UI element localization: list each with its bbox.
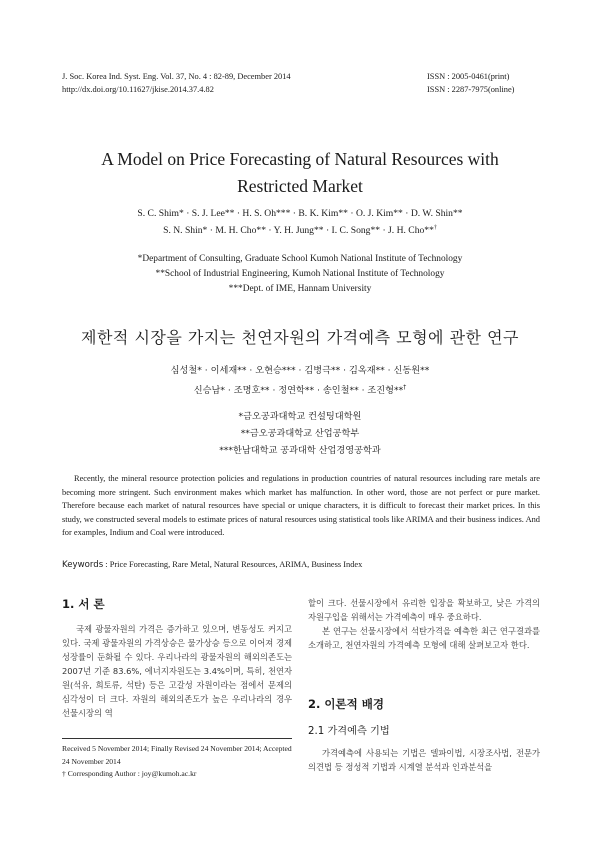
section-2-heading: 2. 이론적 배경 [308,697,384,711]
keywords-text: : Price Forecasting, Rare Metal, Natural Resources, ARIMA, Business Index [105,560,363,569]
authors-line-2 [40,221,560,238]
title-line-2: Restricted Market [237,176,363,196]
korean-affiliation-list [40,408,560,459]
section-1-heading: 1. 서 론 [62,597,105,611]
left-column-body [62,622,292,720]
subsection-2-1-body [308,746,540,774]
pricing-methods-paragraph: 가격예측에 사용되는 기법은 델파이법, 시장조사법, 전문가의견법 등 정성적 기법과 시계열 분석과 인과분석을 [308,748,540,772]
journal-header [62,70,291,96]
section-1-paragraph: 국제 광물자원의 가격은 증가하고 있으며, 변동성도 커지고 있다. 국제 광물자원의 가격상승은 물가상승 등으로 이어져 경제성장률이 둔화될 수 있다. 우리나라의 광물자원의 해외의존도는 2007년 기준 83.6%, 에너지자원도는 3.4%이며, 특히, 천연자원(석유, 희토류, 석탄) 등은 고갈성 자원이라는 점에서 문제의 심각성이 더 크다. 자원의 해외의존도가 높은 우리나라의 경우 선물시장의 역 [62,624,292,718]
footnote-dagger: † [62,769,66,778]
korean-authors-line-2-text: 신승남* · 조명호** · 정연학** · 송인철** · 조진형** [193,385,404,397]
affiliation-1: *Department of Consulting, Graduate School Kumoh National Institute of Technology [137,254,463,264]
corresponding-dagger: † [433,225,437,231]
issn-block [427,70,514,96]
korean-affiliation-1: *금오공과대학교 컨설팅대학원 [238,411,362,422]
korean-corresponding-dagger: † [403,384,407,391]
keywords-label: Keywords [62,560,104,570]
korean-affiliation-3: ***한남대학교 공과대학 산업경영공학과 [219,445,381,456]
affiliation-3: ***Dept. of IME, Hannam University [228,284,372,294]
korean-title: 제한적 시장을 가지는 천연자원의 가격예측 모형에 관한 연구 [80,328,519,347]
corresponding-author-text: Corresponding Author : joy@kumoh.ac.kr [67,769,197,778]
right-column-body [308,596,540,652]
title-line-1: A Model on Price Forecasting of Natural Resources with [101,149,499,169]
footnote [62,743,292,781]
korean-authors-line-1: 심성철* · 이세재** · 오현승*** · 김병극** · 김옥재** · 신동원** [170,365,430,376]
subsection-2-1-heading: 2.1 가격예측 기법 [308,726,390,737]
received-dates: Received 5 November 2014; Finally Revised 24 November 2014; Accepted 24 November 2014 [62,744,292,766]
korean-author-list [40,362,560,399]
affiliation-list [40,252,560,297]
abstract: Recently, the mineral resource protection policies and regulations in production countries of natural resources including rare metals are becoming more stringent. Such environment makes which market has malfunction. In other word, those are not perfect or pure market. Therefore because each market of natural resources have special or unique characters, it is difficult to forecast their market prices. In this study, we constructed several models to estimate prices of natural resources using statistical tools like ARIMA and their business indices. And for examples, Indium and Coal were introduced. [62,474,540,538]
corresponding-author [62,768,292,781]
keywords [62,560,540,570]
authors-line-1: S. C. Shim* · S. J. Lee** · H. S. Oh*** · B. K. Kim** · O. J. Kim** · D. W. Shin** [137,208,463,219]
korean-affiliation-2: **금오공과대학교 산업공학부 [240,428,360,439]
authors-line-2-text: S. N. Shin* · M. H. Cho** · Y. H. Jung** · I. C. Song** · J. H. Cho** [163,225,434,237]
issn-online: ISSN : 2287-7975(online) [427,85,515,94]
doi-link[interactable]: http://dx.doi.org/10.11627/jkise.2014.37.4.82 [62,85,214,94]
affiliation-2: **School of Industrial Engineering, Kumoh National Institute of Technology [155,269,445,279]
korean-authors-line-2 [40,379,560,399]
issn-print: ISSN : 2005-0461(print) [427,72,510,81]
paper-title [40,146,560,200]
research-purpose-paragraph: 본 연구는 선물시장에서 석탄가격을 예측한 최근 연구결과를 소개하고, 천연자원의 가격예측 모형에 대해 살펴보고자 한다. [308,626,540,650]
footnote-rule [62,738,292,739]
journal-citation: J. Soc. Korea Ind. Syst. Eng. Vol. 37, No. 4 : 82-89, December 2014 [62,72,291,81]
continued-paragraph: 할이 크다. 선물시장에서 유리한 입장을 확보하고, 낮은 가격의 자원구입을 위해서는 가격예측이 매우 중요하다. [308,598,540,622]
author-list [40,206,560,238]
